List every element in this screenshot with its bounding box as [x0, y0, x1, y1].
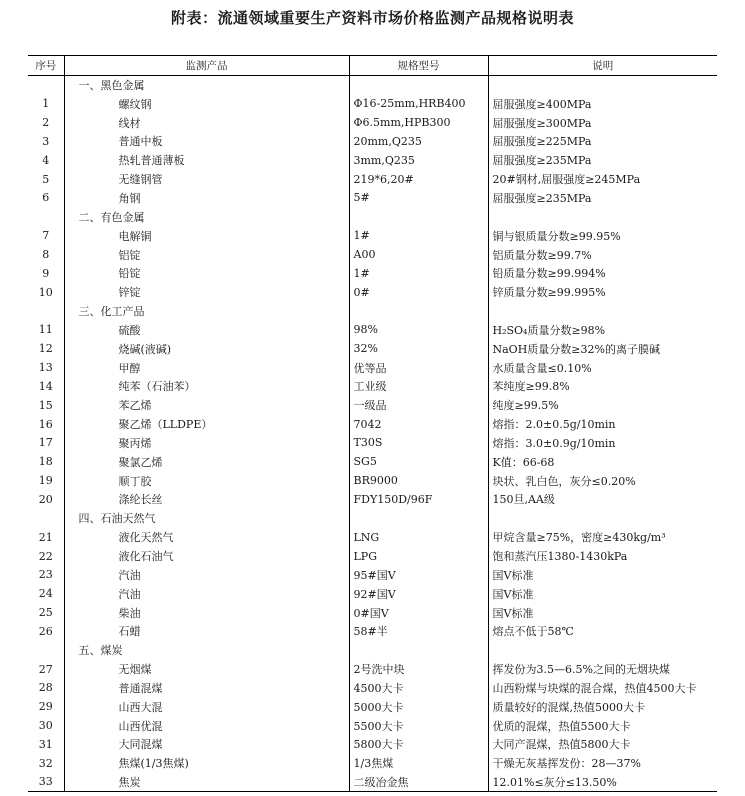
cell-spec: 5800大卡: [349, 735, 488, 754]
cell-note: 饱和蒸汽压1380-1430kPa: [488, 547, 717, 566]
cell-note: 熔指：2.0±0.5g/10min: [488, 415, 717, 434]
cell-note: [488, 76, 717, 95]
cell-note: 20#钢材,屈服强度≥245MPa: [488, 170, 717, 189]
cell-spec: SG5: [349, 452, 488, 471]
cell-spec: 98%: [349, 320, 488, 339]
cell-spec: LNG: [349, 528, 488, 547]
cell-spec: 0#: [349, 283, 488, 302]
cell-serial-no: [28, 302, 64, 321]
table-row: [28, 113, 717, 132]
cell-serial-no: 24: [38, 587, 53, 601]
cell-serial-no: 2: [42, 116, 50, 130]
table-row: [28, 490, 717, 509]
cell-note: 150旦,AA级: [488, 490, 717, 509]
cell-serial-no: 14: [38, 379, 53, 393]
table-row: [28, 189, 717, 208]
cell-note: [488, 641, 717, 660]
cell-serial-no: 19: [38, 474, 53, 488]
cell-note: 国Ⅴ标准: [488, 565, 717, 584]
table-row: [28, 339, 717, 358]
cell-product: 螺纹钢: [64, 94, 349, 113]
table-body: [28, 76, 717, 792]
cell-category: 四、石油天然气: [64, 509, 349, 528]
cell-spec: Φ6.5mm,HPB300: [349, 113, 488, 132]
cell-note: 屈服强度≥300MPa: [488, 113, 717, 132]
cell-serial-no: 8: [42, 248, 50, 262]
table-row: [28, 377, 717, 396]
cell-spec: 1/3焦煤: [349, 754, 488, 773]
cell-note: 屈服强度≥225MPa: [488, 132, 717, 151]
table-row: [28, 471, 717, 490]
cell-note: [488, 509, 717, 528]
category-row: [28, 207, 717, 226]
cell-product: 焦煤(1/3焦煤): [64, 754, 349, 773]
cell-spec: 219*6,20#: [349, 170, 488, 189]
cell-note: H₂SO₄质量分数≥98%: [488, 320, 717, 339]
table-row: [28, 452, 717, 471]
cell-note: 质量较好的混煤,热值5000大卡: [488, 697, 717, 716]
cell-note: 屈服强度≥235MPa: [488, 189, 717, 208]
cell-spec: 二级冶金焦: [349, 773, 488, 792]
cell-spec: [349, 509, 488, 528]
category-row: [28, 302, 717, 321]
cell-spec: 2号洗中块: [349, 660, 488, 679]
cell-serial-no: 26: [38, 624, 53, 638]
cell-product: 纯苯（石油苯）: [64, 377, 349, 396]
cell-serial-no: 6: [42, 191, 50, 205]
cell-product: 山西优混: [64, 716, 349, 735]
cell-note: 屈服强度≥235MPa: [488, 151, 717, 170]
cell-note: NaOH质量分数≥32%的离子膜碱: [488, 339, 717, 358]
cell-spec: 5500大卡: [349, 716, 488, 735]
cell-serial-no: 16: [38, 417, 53, 431]
header-product: 监测产品: [64, 56, 349, 76]
cell-serial-no: 28: [38, 681, 53, 695]
table-row: [28, 320, 717, 339]
table-row: [28, 697, 717, 716]
table-row: [28, 396, 717, 415]
cell-spec: [349, 641, 488, 660]
cell-serial-no: 18: [38, 455, 53, 469]
cell-serial-no: 10: [38, 285, 53, 299]
cell-product: 无烟煤: [64, 660, 349, 679]
cell-serial-no: 9: [42, 266, 50, 280]
cell-note: 屈服强度≥400MPa: [488, 94, 717, 113]
category-row: [28, 76, 717, 95]
cell-note: 12.01%≤灰分≤13.50%: [488, 773, 717, 792]
cell-product: 热轧普通薄板: [64, 151, 349, 170]
cell-serial-no: 31: [38, 737, 53, 751]
cell-serial-no: 15: [38, 398, 53, 412]
cell-note: 干燥无灰基挥发份：28—37%: [488, 754, 717, 773]
cell-note: [488, 207, 717, 226]
cell-serial-no: 25: [38, 606, 53, 620]
cell-note: 熔点不低于58℃: [488, 622, 717, 641]
cell-product: 锌锭: [64, 283, 349, 302]
cell-category: 三、化工产品: [64, 302, 349, 321]
cell-note: 水质量含量≤0.10%: [488, 358, 717, 377]
table-row: [28, 547, 717, 566]
cell-product: 汽油: [64, 565, 349, 584]
table-row: [28, 773, 717, 792]
cell-product: 汽油: [64, 584, 349, 603]
cell-spec: [349, 207, 488, 226]
cell-product: 甲醇: [64, 358, 349, 377]
table-row: [28, 226, 717, 245]
cell-note: 铜与银质量分数≥99.95%: [488, 226, 717, 245]
cell-product: 线材: [64, 113, 349, 132]
table-row: [28, 434, 717, 453]
cell-serial-no: 29: [38, 700, 53, 714]
category-row: [28, 641, 717, 660]
cell-spec: 20mm,Q235: [349, 132, 488, 151]
cell-spec: 工业级: [349, 377, 488, 396]
cell-serial-no: 21: [38, 530, 53, 544]
cell-serial-no: 13: [38, 361, 53, 375]
cell-product: 聚丙烯: [64, 434, 349, 453]
cell-serial-no: 3: [42, 134, 50, 148]
cell-serial-no: 20: [38, 492, 53, 506]
table-row: [28, 151, 717, 170]
cell-note: 国Ⅴ标准: [488, 603, 717, 622]
product-spec-table: [28, 55, 717, 792]
table-row: [28, 528, 717, 547]
cell-spec: LPG: [349, 547, 488, 566]
cell-product: 苯乙烯: [64, 396, 349, 415]
cell-product: 涤纶长丝: [64, 490, 349, 509]
cell-note: 大同产混煤，热值5800大卡: [488, 735, 717, 754]
cell-serial-no: 4: [42, 153, 50, 167]
cell-spec: Φ16-25mm,HRB400: [349, 94, 488, 113]
cell-product: 角钢: [64, 189, 349, 208]
cell-spec: 5#: [349, 189, 488, 208]
cell-product: 石蜡: [64, 622, 349, 641]
table-row: [28, 735, 717, 754]
table-row: [28, 132, 717, 151]
cell-spec: 0#国Ⅴ: [349, 603, 488, 622]
table-row: [28, 170, 717, 189]
cell-category: 一、黑色金属: [64, 76, 349, 95]
cell-spec: 92#国Ⅴ: [349, 584, 488, 603]
cell-note: 熔指：3.0±0.9g/10min: [488, 434, 717, 453]
table-row: [28, 245, 717, 264]
cell-product: 液化天然气: [64, 528, 349, 547]
table-row: [28, 94, 717, 113]
cell-serial-no: 12: [38, 342, 53, 356]
table-row: [28, 622, 717, 641]
table-row: [28, 754, 717, 773]
cell-product: 烧碱(液碱): [64, 339, 349, 358]
cell-spec: 58#半: [349, 622, 488, 641]
cell-serial-no: 17: [38, 436, 53, 450]
cell-serial-no: 32: [38, 756, 53, 770]
cell-serial-no: [28, 207, 64, 226]
cell-spec: 3mm,Q235: [349, 151, 488, 170]
cell-spec: 32%: [349, 339, 488, 358]
cell-spec: BR9000: [349, 471, 488, 490]
cell-product: 电解铜: [64, 226, 349, 245]
cell-product: 铝锭: [64, 245, 349, 264]
table-header-row: [28, 56, 717, 76]
table-row: [28, 415, 717, 434]
cell-note: 苯纯度≥99.8%: [488, 377, 717, 396]
cell-serial-no: [28, 76, 64, 95]
cell-note: 纯度≥99.5%: [488, 396, 717, 415]
cell-serial-no: 30: [38, 719, 53, 733]
cell-serial-no: 11: [38, 323, 53, 337]
cell-serial-no: 33: [28, 773, 64, 792]
table-row: [28, 679, 717, 698]
cell-serial-no: 1: [42, 97, 50, 111]
cell-note: [488, 302, 717, 321]
table-row: [28, 283, 717, 302]
cell-spec: [349, 302, 488, 321]
cell-spec: 95#国Ⅴ: [349, 565, 488, 584]
category-row: [28, 509, 717, 528]
cell-note: 块状、乳白色，灰分≤0.20%: [488, 471, 717, 490]
cell-product: 聚乙烯（LLDPE）: [64, 415, 349, 434]
cell-note: 山西粉煤与块煤的混合煤，热值4500大卡: [488, 679, 717, 698]
cell-spec: FDY150D/96F: [349, 490, 488, 509]
cell-note: K值：66-68: [488, 452, 717, 471]
cell-category: 二、有色金属: [64, 207, 349, 226]
cell-product: 顺丁胶: [64, 471, 349, 490]
cell-product: 聚氯乙烯: [64, 452, 349, 471]
header-serial-no: 序号: [28, 56, 64, 76]
header-note: 说明: [488, 56, 717, 76]
cell-serial-no: 5: [42, 172, 50, 186]
cell-note: 国Ⅴ标准: [488, 584, 717, 603]
cell-product: 大同混煤: [64, 735, 349, 754]
cell-serial-no: [28, 641, 64, 660]
page-title: 附表：流通领域重要生产资料市场价格监测产品规格说明表: [170, 9, 574, 27]
cell-product: 柴油: [64, 603, 349, 622]
cell-spec: 4500大卡: [349, 679, 488, 698]
cell-spec: 5000大卡: [349, 697, 488, 716]
cell-note: 甲烷含量≥75%，密度≥430kg/m³: [488, 528, 717, 547]
table-row: [28, 660, 717, 679]
cell-spec: [349, 76, 488, 95]
cell-serial-no: 22: [38, 549, 53, 563]
table-row: [28, 603, 717, 622]
table-row: [28, 264, 717, 283]
cell-product: 焦炭: [64, 773, 349, 792]
cell-spec: 一级品: [349, 396, 488, 415]
cell-product: 硫酸: [64, 320, 349, 339]
cell-product: 山西大混: [64, 697, 349, 716]
cell-product: 液化石油气: [64, 547, 349, 566]
table-row: [28, 358, 717, 377]
cell-note: 挥发份为3.5—6.5%之间的无烟块煤: [488, 660, 717, 679]
cell-product: 普通混煤: [64, 679, 349, 698]
cell-note: 铅质量分数≥99.994%: [488, 264, 717, 283]
cell-serial-no: [28, 509, 64, 528]
cell-product: 无缝钢管: [64, 170, 349, 189]
cell-spec: T30S: [349, 434, 488, 453]
cell-product: 普通中板: [64, 132, 349, 151]
table-row: [28, 716, 717, 735]
cell-serial-no: 7: [42, 229, 50, 243]
cell-note: 锌质量分数≥99.995%: [488, 283, 717, 302]
cell-category: 五、煤炭: [64, 641, 349, 660]
cell-serial-no: 23: [38, 568, 53, 582]
cell-serial-no: 27: [38, 662, 53, 676]
cell-spec: 1#: [349, 226, 488, 245]
cell-spec: A00: [349, 245, 488, 264]
table-row: [28, 565, 717, 584]
cell-spec: 优等品: [349, 358, 488, 377]
table-row: [28, 584, 717, 603]
cell-product: 铅锭: [64, 264, 349, 283]
cell-note: 铝质量分数≥99.7%: [488, 245, 717, 264]
header-spec: 规格型号: [349, 56, 488, 76]
cell-note: 优质的混煤，热值5500大卡: [488, 716, 717, 735]
cell-spec: 1#: [349, 264, 488, 283]
cell-spec: 7042: [349, 415, 488, 434]
